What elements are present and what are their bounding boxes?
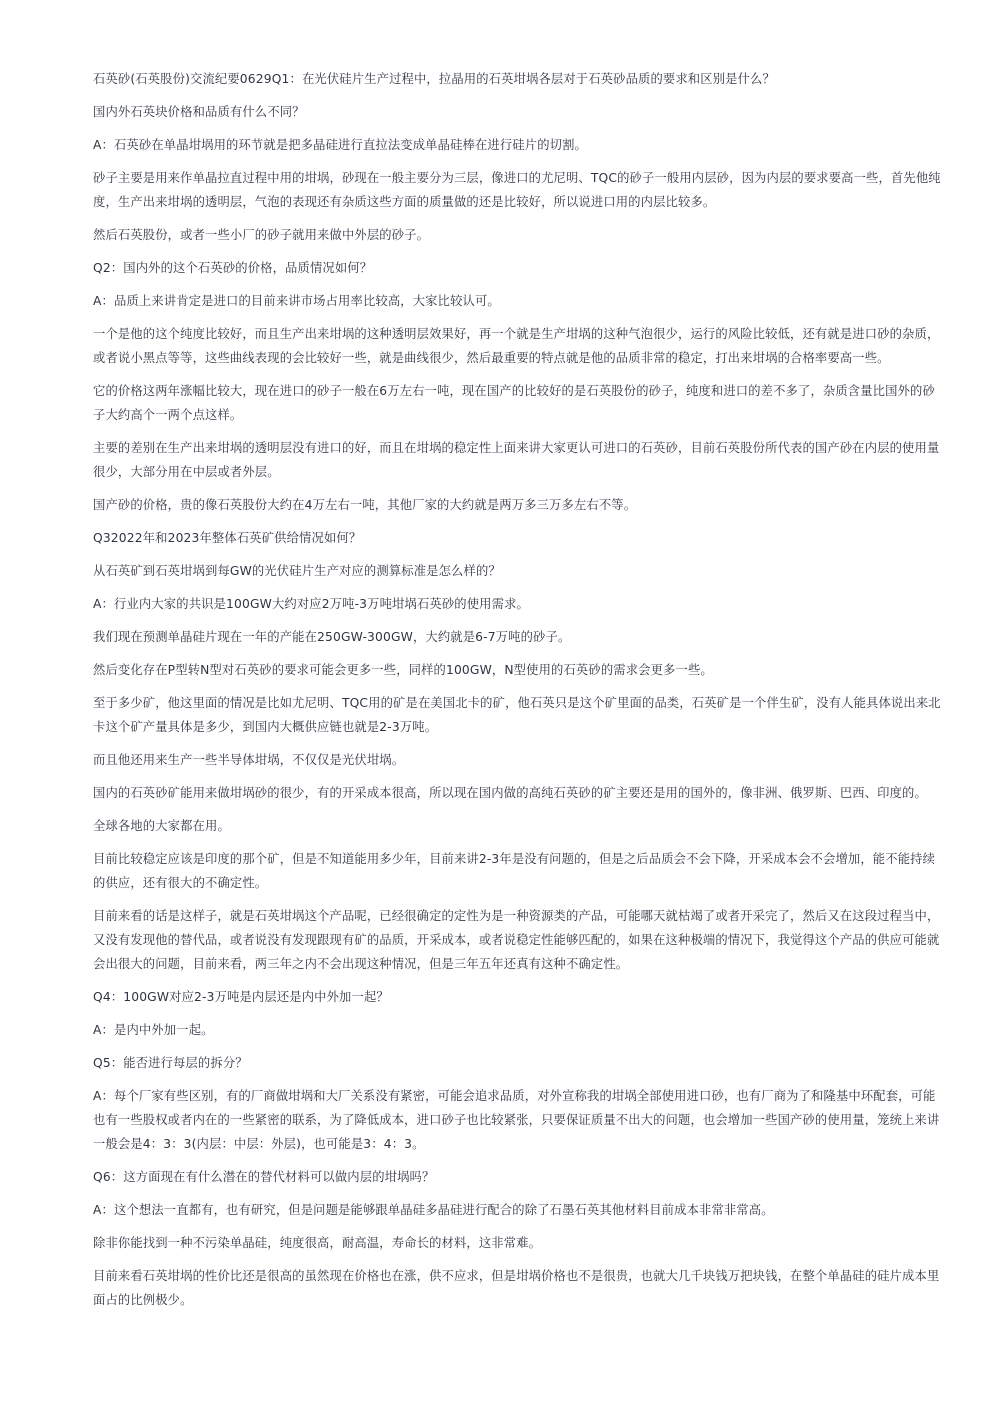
paragraph: 它的价格这两年涨幅比较大，现在进口的砂子一般在6万左右一吨，现在国产的比较好的是石英股份的砂子，纯度和进口的差不多了，杂质含量比国外的砂子大约高个一两个点这样。 [93, 384, 935, 422]
paragraph: 除非你能找到一种不污染单晶硅，纯度很高，耐高温，寿命长的材料，这非常难。 [93, 1236, 542, 1250]
paragraph: 至于多少矿，他这里面的情况是比如尤尼明、TQC用的矿是在美国北卡的矿，他石英只是这个矿里面的品类，石英矿是一个伴生矿，没有人能具体说出来北卡这个矿产量具体是多少，到国内大概供应链也就是2-3万吨。 [93, 696, 941, 734]
paragraph: 我们现在预测单晶硅片现在一年的产能在250GW-300GW，大约就是6-7万吨的砂子。 [93, 630, 571, 644]
document-page [93, 67, 945, 1321]
paragraph-answer: A：品质上来讲肯定是进口的目前来讲市场占用率比较高，大家比较认可。 [93, 294, 500, 308]
paragraph-question-q5: Q5：能否进行每层的拆分？ [93, 1056, 248, 1070]
paragraph-answer: A：行业内大家的共识是100GW大约对应2万吨-3万吨坩埚石英砂的使用需求。 [93, 597, 529, 611]
paragraph-question-q3: Q32022年和2023年整体石英矿供给情况如何？ [93, 531, 362, 545]
paragraph-question: 国内外石英块价格和品质有什么不同？ [93, 105, 305, 119]
paragraph: 然后变化存在P型转N型对石英砂的要求可能会更多一些，同样的100GW，N型使用的石英砂的需求会更多一些。 [93, 663, 713, 677]
paragraph: 目前来看石英坩埚的性价比还是很高的虽然现在价格也在涨，供不应求，但是坩埚价格也不是很贵，也就大几千块钱万把块钱，在整个单晶硅的硅片成本里面占的比例极少。 [93, 1269, 940, 1307]
paragraph: 国产砂的价格，贵的像石英股份大约在4万左右一吨，其他厂家的大约就是两万多三万多左右不等。 [93, 498, 637, 512]
paragraph-answer: A：是内中外加一起。 [93, 1023, 214, 1037]
paragraph-answer: A：这个想法一直都有，也有研究，但是问题是能够跟单晶硅多晶硅进行配合的除了石墨石英其他材料目前成本非常非常高。 [93, 1203, 774, 1217]
paragraph: 而且他还用来生产一些半导体坩埚，不仅仅是光伏坩埚。 [93, 753, 405, 767]
paragraph-answer: A：每个厂家有些区别，有的厂商做坩埚和大厂关系没有紧密，可能会追求品质，对外宣称我的坩埚全部使用进口砂，也有厂商为了和隆基中环配套，可能也有一些股权或者内在的一些紧密的联系，为了降低成本，进口砂子也比较紧张，只要保证质量不出大的问题，也会增加一些国产砂的使用量，笼统上来讲一般会是4：3：3(内层：中层：外层)，也可能是3：4：3。 [93, 1089, 940, 1151]
paragraph-title-q1: 石英砂(石英股份)交流纪要0629Q1：在光伏硅片生产过程中，拉晶用的石英坩埚各层对于石英砂品质的要求和区别是什么？ [93, 72, 775, 86]
paragraph-question: 从石英矿到石英坩埚到每GW的光伏硅片生产对应的测算标准是怎么样的？ [93, 564, 501, 578]
paragraph-question-q6: Q6：这方面现在有什么潜在的替代材料可以做内层的坩埚吗？ [93, 1170, 435, 1184]
paragraph-question-q4: Q4：100GW对应2-3万吨是内层还是内中外加一起？ [93, 990, 389, 1004]
paragraph: 国内的石英砂矿能用来做坩埚砂的很少，有的开采成本很高，所以现在国内做的高纯石英砂的矿主要还是用的国外的，像非洲、俄罗斯、巴西、印度的。 [93, 786, 927, 800]
paragraph-question-q2: Q2：国内外的这个石英砂的价格，品质情况如何？ [93, 261, 373, 275]
paragraph: 目前来看的话是这样子，就是石英坩埚这个产品呢，已经很确定的定性为是一种资源类的产品，可能哪天就枯竭了或者开采完了，然后又在这段过程当中，又没有发现他的替代品，或者说没有发现跟现有矿的品质，开采成本，或者说稳定性能够匹配的，如果在这种极端的情况下，我觉得这个产品的供应可能就会出很大的问题，目前来看，两三年之内不会出现这种情况，但是三年五年还真有这种不确定性。 [93, 909, 940, 971]
paragraph-answer: A：石英砂在单晶坩埚用的环节就是把多晶硅进行直拉法变成单晶硅棒在进行硅片的切割。 [93, 138, 587, 152]
paragraph: 全球各地的大家都在用。 [93, 819, 230, 833]
paragraph: 砂子主要是用来作单晶拉直过程中用的坩埚，砂现在一般主要分为三层，像进口的尤尼明、TQC的砂子一般用内层砂，因为内层的要求要高一些，首先他纯度，生产出来坩埚的透明层，气泡的表现还有杂质这些方面的质量做的还是比较好，所以说进口用的内层比较多。 [93, 171, 941, 209]
paragraph: 目前比较稳定应该是印度的那个矿，但是不知道能用多少年，目前来讲2-3年是没有问题的，但是之后品质会不会下降，开采成本会不会增加，能不能持续的供应，还有很大的不确定性。 [93, 852, 936, 890]
paragraph: 然后石英股份，或者一些小厂的砂子就用来做中外层的砂子。 [93, 228, 430, 242]
paragraph: 一个是他的这个纯度比较好，而且生产出来坩埚的这种透明层效果好，再一个就是生产坩埚的这种气泡很少，运行的风险比较低，还有就是进口砂的杂质，或者说小黑点等等，这些曲线表现的会比较好一些，就是曲线很少，然后最重要的特点就是他的品质非常的稳定，打出来坩埚的合格率要高一些。 [93, 327, 940, 365]
paragraph: 主要的差别在生产出来坩埚的透明层没有进口的好，而且在坩埚的稳定性上面来讲大家更认可进口的石英砂，目前石英股份所代表的国产砂在内层的使用量很少，大部分用在中层或者外层。 [93, 441, 940, 479]
